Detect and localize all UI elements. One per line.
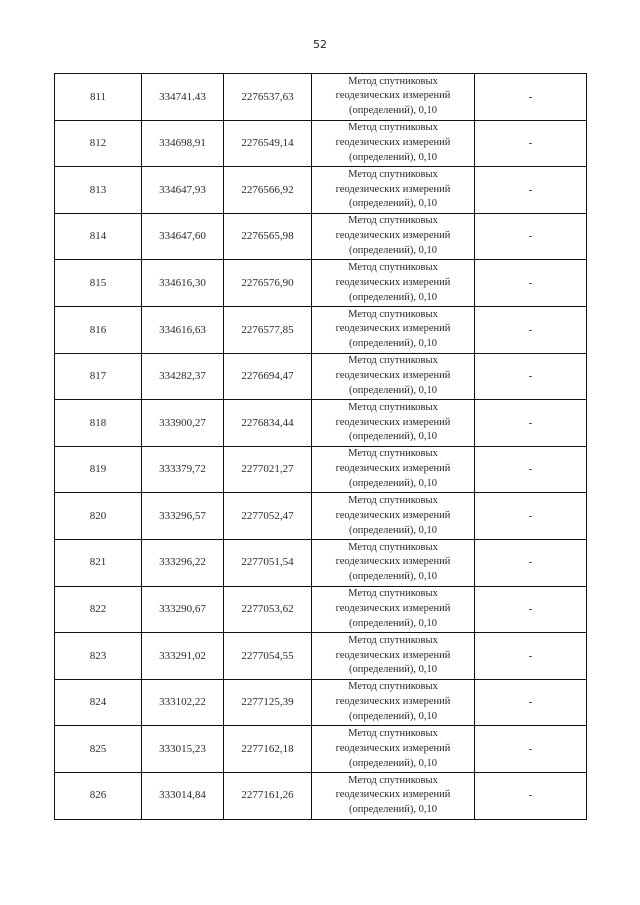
method-text-line: (определений), 0,10	[348, 105, 438, 117]
method-cell	[312, 679, 475, 726]
method-text-line: (определений), 0,10	[348, 198, 438, 210]
table-row	[55, 213, 587, 260]
method-cell	[312, 260, 475, 307]
coordinate-y-cell: 2276694,47	[224, 353, 312, 400]
method-cell	[312, 74, 475, 121]
coordinate-x-cell: 334616,63	[142, 306, 224, 353]
table-row	[55, 772, 587, 819]
coordinate-x-cell: 334647,60	[142, 213, 224, 260]
method-cell	[312, 306, 475, 353]
method-cell	[312, 633, 475, 680]
method-text-line: Метод спутниковых	[348, 541, 438, 553]
point-number-cell: 823	[55, 633, 142, 680]
point-number-cell: 812	[55, 120, 142, 167]
method-cell	[312, 772, 475, 819]
point-number-cell: 819	[55, 446, 142, 493]
method-cell	[312, 167, 475, 214]
note-cell: -	[475, 493, 587, 540]
coordinate-x-cell: 334282,37	[142, 353, 224, 400]
coordinate-x-cell: 334616,30	[142, 260, 224, 307]
coordinate-y-cell: 2277125,39	[224, 679, 312, 726]
page-number: 52	[313, 38, 327, 51]
table-row	[55, 633, 587, 680]
method-text-line: геодезических измерений	[335, 742, 451, 754]
method-text-line: Метод спутниковых	[348, 774, 438, 786]
coordinate-y-cell: 2277051,54	[224, 539, 312, 586]
table-row	[55, 306, 587, 353]
point-number-cell: 821	[55, 539, 142, 586]
coordinate-x-cell: 334647,93	[142, 167, 224, 214]
point-number-cell: 811	[55, 74, 142, 121]
method-text-line: (определений), 0,10	[348, 804, 438, 816]
note-cell: -	[475, 633, 587, 680]
method-cell	[312, 353, 475, 400]
table-row	[55, 120, 587, 167]
coordinate-x-cell: 333015,23	[142, 726, 224, 773]
method-text-line: Метод спутниковых	[348, 355, 438, 367]
table-row	[55, 353, 587, 400]
coordinate-x-cell: 333900,27	[142, 400, 224, 447]
note-cell: -	[475, 586, 587, 633]
method-text-line: геодезических измерений	[335, 136, 451, 148]
method-text-line: Метод спутниковых	[348, 494, 438, 506]
coordinate-x-cell: 333102,22	[142, 679, 224, 726]
method-text-line: геодезических измерений	[335, 789, 451, 801]
point-number-cell: 818	[55, 400, 142, 447]
method-text-line: Метод спутниковых	[348, 75, 438, 87]
note-cell: -	[475, 213, 587, 260]
method-text-line: геодезических измерений	[335, 416, 451, 428]
method-text-line: (определений), 0,10	[348, 524, 438, 536]
coordinate-x-cell: 333290,67	[142, 586, 224, 633]
coordinate-x-cell: 333291,02	[142, 633, 224, 680]
note-cell: -	[475, 772, 587, 819]
method-text-line: (определений), 0,10	[348, 431, 438, 443]
method-cell	[312, 493, 475, 540]
table-row	[55, 493, 587, 540]
note-cell: -	[475, 74, 587, 121]
coordinates-table	[54, 73, 587, 820]
method-text-line: Метод спутниковых	[348, 401, 438, 413]
note-cell: -	[475, 167, 587, 214]
point-number-cell: 816	[55, 306, 142, 353]
point-number-cell: 813	[55, 167, 142, 214]
method-text-line: геодезических измерений	[335, 369, 451, 381]
coordinate-x-cell: 333296,57	[142, 493, 224, 540]
note-cell: -	[475, 539, 587, 586]
method-text-line: (определений), 0,10	[348, 757, 438, 769]
method-text-line: (определений), 0,10	[348, 291, 438, 303]
method-text-line: геодезических измерений	[335, 556, 451, 568]
method-text-line: (определений), 0,10	[348, 477, 438, 489]
method-text-line: Метод спутниковых	[348, 448, 438, 460]
table-row	[55, 74, 587, 121]
method-text-line: геодезических измерений	[335, 90, 451, 102]
method-cell	[312, 446, 475, 493]
table-row	[55, 446, 587, 493]
method-text-line: Метод спутниковых	[348, 261, 438, 273]
method-cell	[312, 120, 475, 167]
note-cell: -	[475, 400, 587, 447]
method-text-line: геодезических измерений	[335, 323, 451, 335]
note-cell: -	[475, 679, 587, 726]
method-cell	[312, 213, 475, 260]
note-cell: -	[475, 120, 587, 167]
method-text-line: геодезических измерений	[335, 183, 451, 195]
table-row	[55, 260, 587, 307]
method-text-line: (определений), 0,10	[348, 617, 438, 629]
method-cell	[312, 726, 475, 773]
point-number-cell: 825	[55, 726, 142, 773]
method-text-line: геодезических измерений	[335, 696, 451, 708]
coordinate-x-cell: 334741.43	[142, 74, 224, 121]
method-text-line: геодезических измерений	[335, 276, 451, 288]
coordinate-y-cell: 2277162,18	[224, 726, 312, 773]
point-number-cell: 817	[55, 353, 142, 400]
coordinate-y-cell: 2276834,44	[224, 400, 312, 447]
coordinate-y-cell: 2276577,85	[224, 306, 312, 353]
method-text-line: (определений), 0,10	[348, 571, 438, 583]
coordinates-table-body	[55, 74, 587, 820]
method-text-line: Метод спутниковых	[348, 308, 438, 320]
coordinate-x-cell: 333014,84	[142, 772, 224, 819]
coordinate-y-cell: 2277053,62	[224, 586, 312, 633]
method-text-line: (определений), 0,10	[348, 244, 438, 256]
method-text-line: геодезических измерений	[335, 602, 451, 614]
note-cell: -	[475, 446, 587, 493]
coordinate-y-cell: 2277052,47	[224, 493, 312, 540]
method-text-line: геодезических измерений	[335, 230, 451, 242]
method-cell	[312, 400, 475, 447]
coordinate-x-cell: 333379,72	[142, 446, 224, 493]
method-text-line: Метод спутниковых	[348, 588, 438, 600]
point-number-cell: 826	[55, 772, 142, 819]
point-number-cell: 824	[55, 679, 142, 726]
method-text-line: Метод спутниковых	[348, 634, 438, 646]
method-text-line: Метод спутниковых	[348, 727, 438, 739]
coordinate-y-cell: 2277054,55	[224, 633, 312, 680]
coordinate-y-cell: 2276549,14	[224, 120, 312, 167]
coordinate-x-cell: 334698,91	[142, 120, 224, 167]
method-text-line: Метод спутниковых	[348, 681, 438, 693]
table-row	[55, 400, 587, 447]
table-row	[55, 679, 587, 726]
table-row	[55, 726, 587, 773]
point-number-cell: 822	[55, 586, 142, 633]
note-cell: -	[475, 353, 587, 400]
note-cell: -	[475, 726, 587, 773]
method-text-line: (определений), 0,10	[348, 338, 438, 350]
table-row	[55, 167, 587, 214]
coordinate-x-cell: 333296,22	[142, 539, 224, 586]
point-number-cell: 814	[55, 213, 142, 260]
method-cell	[312, 539, 475, 586]
coordinate-y-cell: 2276566,92	[224, 167, 312, 214]
table-row	[55, 586, 587, 633]
point-number-cell: 820	[55, 493, 142, 540]
method-text-line: (определений), 0,10	[348, 710, 438, 722]
method-text-line: геодезических измерений	[335, 463, 451, 475]
method-cell	[312, 586, 475, 633]
note-cell: -	[475, 306, 587, 353]
method-text-line: (определений), 0,10	[348, 664, 438, 676]
method-text-line: Метод спутниковых	[348, 168, 438, 180]
method-text-line: геодезических измерений	[335, 649, 451, 661]
table-row	[55, 539, 587, 586]
coordinate-y-cell: 2276576,90	[224, 260, 312, 307]
coordinate-y-cell: 2277021,27	[224, 446, 312, 493]
method-text-line: (определений), 0,10	[348, 151, 438, 163]
method-text-line: Метод спутниковых	[348, 122, 438, 134]
method-text-line: Метод спутниковых	[348, 215, 438, 227]
note-cell: -	[475, 260, 587, 307]
method-text-line: геодезических измерений	[335, 509, 451, 521]
coordinate-y-cell: 2277161,26	[224, 772, 312, 819]
point-number-cell: 815	[55, 260, 142, 307]
coordinate-y-cell: 2276537,63	[224, 74, 312, 121]
method-text-line: (определений), 0,10	[348, 384, 438, 396]
coordinate-y-cell: 2276565,98	[224, 213, 312, 260]
